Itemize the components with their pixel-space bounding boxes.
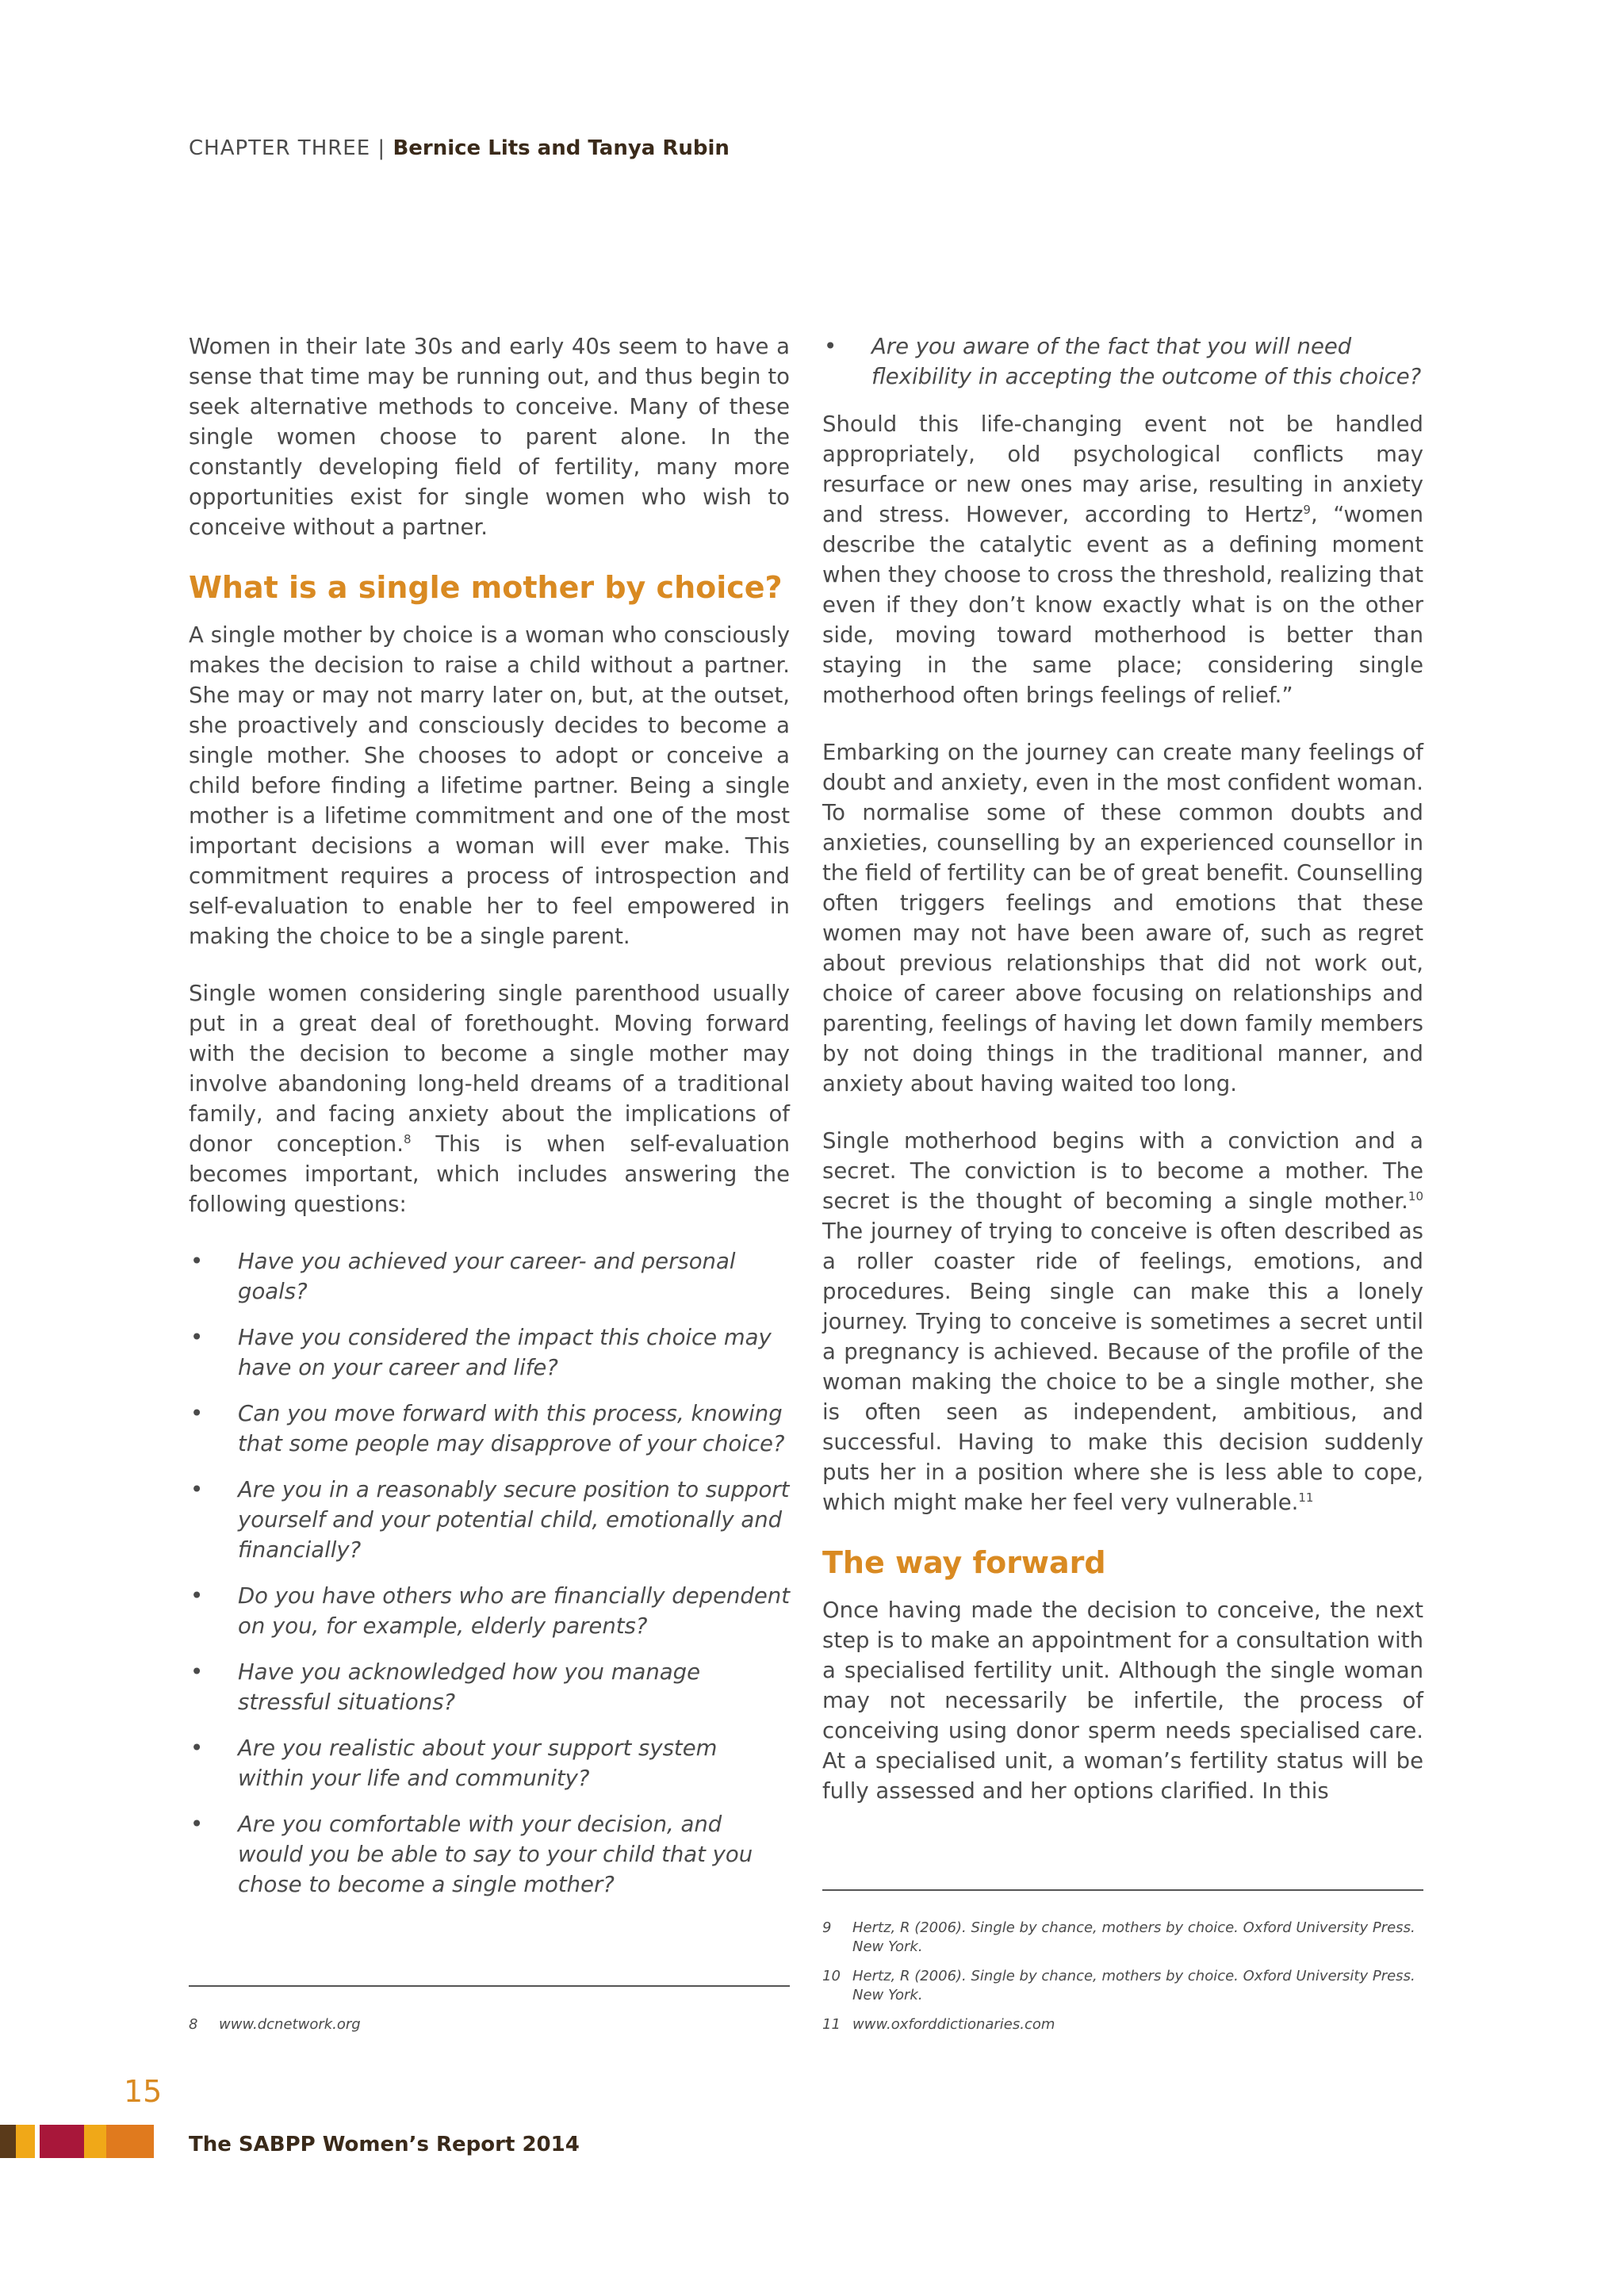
chapter-label: CHAPTER THREE | [189, 136, 386, 160]
footer-bar-orange [106, 2125, 154, 2158]
counselling-paragraph: Embarking on the journey can create many feelings of doubt and anxiety, even in the most confident woman. To normalise some of these common doubts and anxieties, counselling by an experienced counsellor in the field of fertility can be of great benefit. Counselling often triggers feelings and emotions that these women may not have been aware of, such as regret about previous relationships that did not work out, choice of career above focusing on relationships and parenting, feelings of having let down family members by not doing things in the traditional manner, and anxiety about having waited too long. [822, 740, 1423, 1096]
list-item: • Have you considered the impact this choice may have on your career and life? [190, 1325, 772, 1380]
footer-bar-red [40, 2125, 84, 2158]
footnote-ref-9: 9 [1303, 502, 1311, 517]
footnote-10: 10 Hertz, R (2006). Single by chance, mothers by choice. Oxford University Press. New York. [822, 1968, 1415, 2003]
list-item: • Have you acknowledged how you manage stressful situations? [190, 1659, 701, 1715]
footnote-9: 9 Hertz, R (2006). Single by chance, mothers by choice. Oxford University Press. New York. [822, 1919, 1415, 1955]
conviction-paragraph: Single motherhood begins with a conviction and a secret. The conviction is to become a mother. The secret is the thought of becoming a single mother.$^{10}$ The journey of trying to conceive is often described as a roller coaster ride of feelings, emotions, and procedures. Being single can make this a lonely journey. Trying to conceive is sometimes a secret until a pregnancy is achieved. Because of the profile of the woman making the choice to be a single mother, she is often seen as independent, ambitious, and successful. Having to make this decision suddenly puts her in a position where she is less able to cope, which might make her feel very vulnerable.$^{11}$ [822, 1128, 1423, 1515]
list-item: • Are you realistic about your support system within your life and community? [190, 1735, 718, 1791]
footer-bar-gold-2 [84, 2125, 106, 2158]
section-heading-single-mother: What is a single mother by choice? [189, 570, 783, 605]
footnote-ref-11: 11 [1298, 1490, 1314, 1505]
list-item: • Can you move forward with this process, knowing that some people may disapprove of your choice? [190, 1401, 785, 1456]
list-item: • Are you in a reasonably secure position to support yourself and your potential child, emotionally and financially? [190, 1477, 790, 1563]
list-item: • Have you achieved your career- and personal goals? [190, 1249, 736, 1304]
footnote-8: 8 www.dcnetwork.org [189, 2016, 361, 2033]
section-heading-way-forward: The way forward [822, 1545, 1106, 1580]
footnote-divider-left [189, 1985, 790, 1987]
definition-paragraph: A single mother by choice is a woman who consciously makes the decision to raise a child without a partner. She may or may not marry later on, but, at the outset, she proactively and consciously decides to become a single mother. She chooses to adopt or conceive a child before finding a lifetime partner. Being a single mother is a lifetime commitment and one of the most important decisions a woman will ever make. This commitment requires a process of introspection and self-evaluation to enable her to feel empowered in making the choice to be a single parent. [189, 622, 790, 949]
report-title: The SABPP Women’s Report 2014 [189, 2133, 580, 2156]
list-item: • Are you aware of the fact that you will need flexibility in accepting the outcome of this choice? [824, 334, 1422, 389]
question-list [189, 1246, 790, 1900]
forethought-paragraph: Single women considering single parenthood usually put in a great deal of forethought. Moving forward with the decision to become a single mother may involve abandoning long-held dreams of a traditional family, and facing anxiety about the implications of donor conception.$^8$ This is when self-evaluation becomes important, which includes answering the following questions: [189, 981, 790, 1217]
footnote-11: 11 www.oxforddictionaries.com [822, 2016, 1055, 2033]
footnote-ref-10: 10 [1408, 1188, 1423, 1203]
page-number: 15 [124, 2074, 163, 2109]
left-column [189, 331, 790, 1915]
question-list-continued [822, 331, 1423, 392]
authors-label: Bernice Lits and Tanya Rubin [393, 136, 730, 160]
hertz-paragraph: Should this life-changing event not be handled appropriately, old psychological conflicts may resurface or new ones may arise, resulting in anxiety and stress. However, according to Hertz$^9$, “women describe the catalytic event as a defining moment when they choose to cross the threshold, realizing that even if they don’t know exactly what is on the other side, moving toward motherhood is better than staying in the same place; considering single motherhood often brings feelings of relief.” [822, 411, 1423, 708]
footer-bar-gold [16, 2125, 35, 2158]
list-item: • Do you have others who are financially dependent on you, for example, elderly parents? [190, 1583, 791, 1639]
intro-paragraph: Women in their late 30s and early 40s seem to have a sense that time may be running out, and thus begin to seek alternative methods to conceive. Many of these single women choose to parent alone. In the constantly developing field of fertility, many more opportunities exist for single women who wish to conceive without a partner. [189, 334, 790, 540]
footnote-divider-right [822, 1889, 1423, 1891]
footer-bar-brown [0, 2125, 16, 2158]
footnote-ref-8: 8 [403, 1131, 412, 1146]
list-item: • Are you comfortable with your decision, and would you be able to say to your child that you chose to become a single mother? [190, 1812, 753, 1897]
way-forward-paragraph: Once having made the decision to conceive, the next step is to make an appointment for a consultation with a specialised fertility unit. Although the single woman may not necessarily be infertile, the process of conceiving using donor sperm needs specialised care. At a specialised unit, a woman’s fertility status will be fully assessed and her options clarified. In this [822, 1598, 1423, 1804]
right-column [822, 331, 1423, 1833]
running-header [189, 136, 730, 160]
